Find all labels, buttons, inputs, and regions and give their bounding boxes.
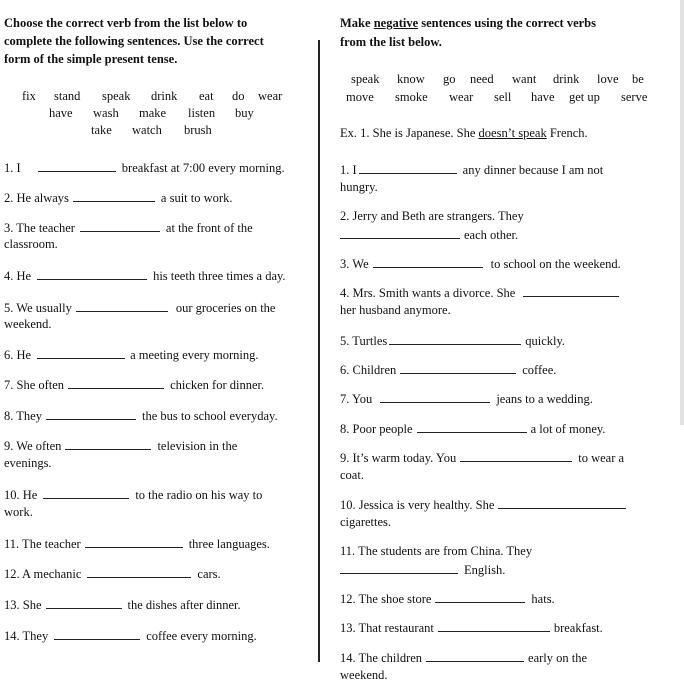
left-item-5-cont: weekend. (4, 317, 52, 331)
right-item-13: 13. That restaurant breakfast. (340, 621, 603, 635)
verb-word: get up (569, 90, 600, 104)
left-item-14: 14. They coffee every morning. (4, 629, 257, 643)
answer-blank[interactable] (38, 160, 116, 172)
answer-blank[interactable] (85, 536, 183, 548)
verb-word: want (512, 72, 537, 86)
verb-word: fix (22, 89, 36, 103)
answer-blank[interactable] (73, 190, 155, 202)
right-item-14: 14. The children early on the (340, 651, 588, 665)
right-instructions-line-1: Make negative sentences using the correct verbs (340, 16, 596, 30)
right-item-9-cont: coat. (340, 468, 364, 482)
right-item-11: 11. The students are from China. They (340, 544, 533, 558)
answer-blank[interactable] (43, 487, 129, 499)
verb-word: have (49, 106, 73, 120)
left-instructions-line-1: Choose the correct verb from the list below to (4, 16, 248, 30)
answer-blank[interactable] (87, 566, 191, 578)
verb-word: wear (258, 89, 283, 103)
right-item-4: 4. Mrs. Smith wants a divorce. She (340, 285, 619, 301)
verb-word: move (346, 90, 374, 104)
answer-blank[interactable] (389, 333, 521, 345)
verb-word: smoke (395, 90, 428, 104)
verb-word: listen (188, 106, 216, 120)
answer-blank[interactable] (340, 562, 458, 574)
right-item-5: 5. Turtles quickly. (340, 334, 566, 348)
left-item-3: 3. The teacher at the front of the (4, 221, 253, 235)
verb-word: be (632, 72, 644, 86)
verb-word: take (91, 123, 112, 137)
right-item-8: 8. Poor people a lot of money. (340, 422, 606, 436)
answer-blank[interactable] (76, 300, 168, 312)
answer-blank[interactable] (438, 620, 550, 632)
verb-word: drink (151, 89, 178, 103)
left-item-13: 13. She the dishes after dinner. (4, 598, 241, 612)
answer-blank[interactable] (400, 362, 516, 374)
left-item-2: 2. He always a suit to work. (4, 191, 233, 205)
right-item-2-cont: each other. (340, 227, 518, 243)
answer-blank[interactable] (417, 421, 527, 433)
left-item-8: 8. They the bus to school everyday. (4, 409, 278, 423)
right-item-10: 10. Jessica is very healthy. She (340, 497, 626, 513)
right-item-1: 1. I any dinner because I am not (340, 163, 604, 177)
right-item-12: 12. The shoe store hats. (340, 592, 555, 606)
example-sentence: Ex. 1. She is Japanese. She doesn’t speak French. (340, 126, 588, 140)
answer-blank[interactable] (359, 162, 457, 174)
right-item-14-cont: weekend. (340, 668, 388, 682)
left-item-12: 12. A mechanic cars. (4, 567, 221, 581)
right-item-2: 2. Jerry and Beth are strangers. They (340, 209, 524, 223)
left-item-5: 5. We usually our groceries on the (4, 301, 276, 315)
answer-blank[interactable] (54, 628, 140, 640)
answer-blank[interactable] (373, 256, 483, 268)
right-item-7: 7. You jeans to a wedding. (340, 392, 593, 406)
answer-blank[interactable] (460, 450, 572, 462)
answer-blank[interactable] (498, 497, 626, 509)
verb-word: know (397, 72, 425, 86)
left-instructions-line-2: complete the following sentences. Use the correct (4, 34, 264, 48)
right-item-4-cont: her husband anymore. (340, 303, 451, 317)
left-item-4: 4. He his teeth three times a day. (4, 269, 286, 283)
left-item-1: 1. I breakfast at 7:00 every morning. (4, 161, 285, 175)
answer-blank[interactable] (80, 220, 160, 232)
verb-word: love (597, 72, 619, 86)
answer-blank[interactable] (340, 227, 460, 239)
answer-blank[interactable] (46, 408, 136, 420)
left-item-6: 6. He a meeting every morning. (4, 348, 259, 362)
left-item-9: 9. We often television in the (4, 439, 238, 453)
verb-word: watch (132, 123, 162, 137)
left-item-7: 7. She often chicken for dinner. (4, 378, 265, 392)
answer-blank[interactable] (37, 268, 147, 280)
verb-word: have (531, 90, 555, 104)
right-instructions-line-2: from the list below. (340, 35, 442, 49)
column-divider (318, 40, 320, 662)
answer-blank[interactable] (65, 438, 151, 450)
answer-blank[interactable] (68, 377, 164, 389)
verb-word: make (139, 106, 167, 120)
scrollbar-track[interactable] (680, 0, 684, 425)
right-item-11-cont: English. (340, 562, 505, 578)
left-item-3-cont: classroom. (4, 237, 58, 251)
verb-word: need (470, 72, 494, 86)
verb-word: speak (351, 72, 380, 86)
verb-word: stand (54, 89, 81, 103)
left-instructions-line-3: form of the simple present tense. (4, 52, 178, 66)
answer-blank[interactable] (523, 285, 619, 297)
right-item-1-cont: hungry. (340, 180, 378, 194)
right-item-6: 6. Children coffee. (340, 363, 557, 377)
verb-word: brush (184, 123, 212, 137)
verb-word: buy (235, 106, 254, 120)
verb-word: do (232, 89, 245, 103)
answer-blank[interactable] (37, 347, 125, 359)
verb-word: eat (199, 89, 214, 103)
right-item-3: 3. We to school on the weekend. (340, 257, 621, 271)
verb-word: wash (93, 106, 119, 120)
left-item-11: 11. The teacher three languages. (4, 537, 270, 551)
answer-blank[interactable] (435, 591, 525, 603)
right-item-9: 9. It’s warm today. You to wear a (340, 451, 625, 465)
left-item-9-cont: evenings. (4, 456, 52, 470)
verb-word: wear (449, 90, 474, 104)
verb-word: speak (102, 89, 131, 103)
verb-word: go (443, 72, 456, 86)
verb-word: sell (494, 90, 512, 104)
answer-blank[interactable] (380, 391, 490, 403)
left-item-10: 10. He to the radio on his way to (4, 488, 263, 502)
answer-blank[interactable] (426, 650, 524, 662)
left-item-10-cont: work. (4, 505, 33, 519)
answer-blank[interactable] (46, 597, 122, 609)
right-item-10-cont: cigarettes. (340, 515, 392, 529)
verb-word: serve (621, 90, 648, 104)
verb-word: drink (553, 72, 580, 86)
